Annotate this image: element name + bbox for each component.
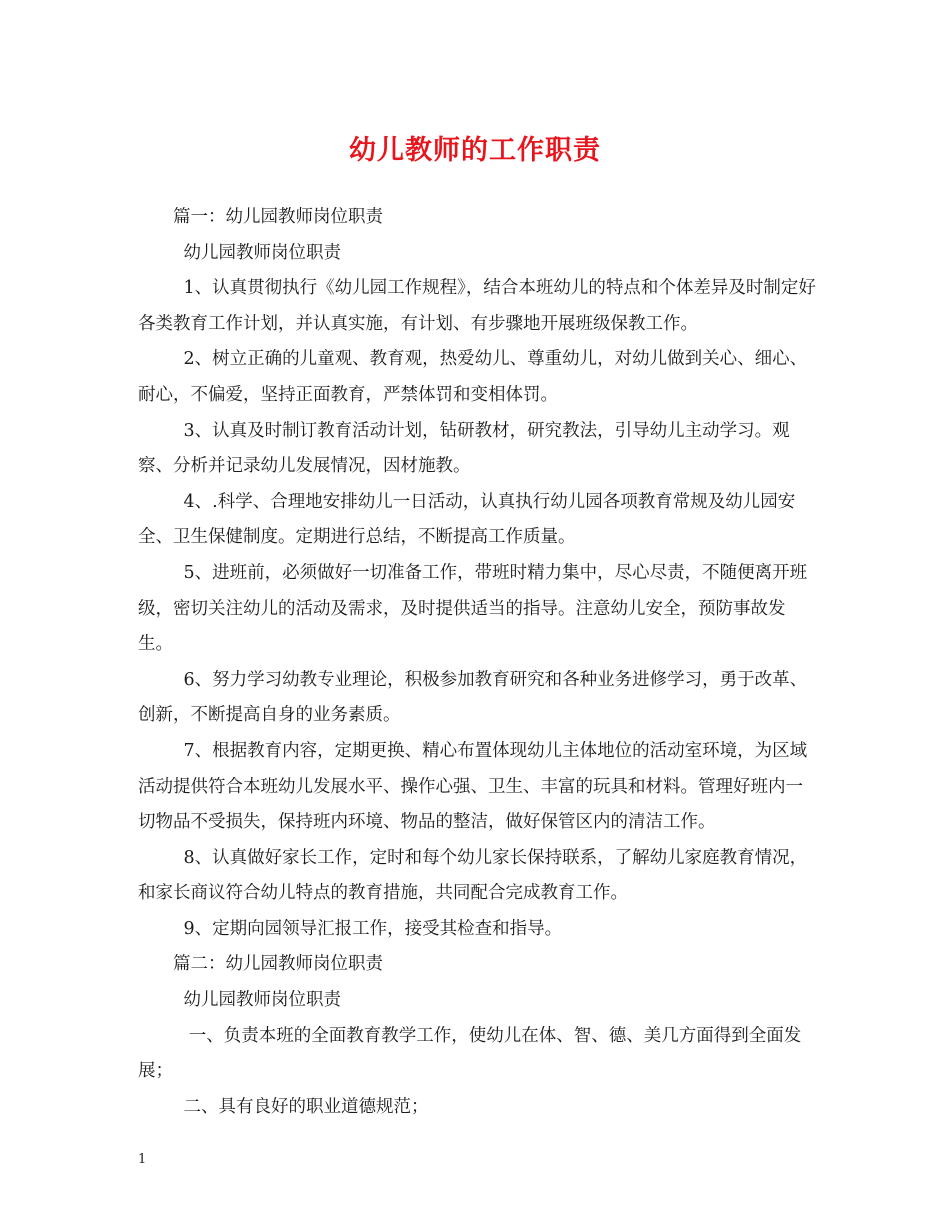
paragraph: 8、认真做好家长工作，定时和每个幼儿家长保持联系，了解幼儿家庭教育情况，和家长商议符合幼儿特点的教育措施，共同配合完成教育工作。 [138, 847, 808, 904]
paragraph: 幼儿园教师岗位职责 [183, 242, 341, 263]
page-number: 1 [138, 1152, 147, 1167]
document-title: 幼儿教师的工作职责 [349, 135, 601, 166]
paragraph: 2、树立正确的儿童观、教育观，热爱幼儿、尊重幼儿，对幼儿做到关心、细心、耐心，不偏爱，坚持正面教育，严禁体罚和变相体罚。 [138, 349, 808, 405]
paragraph: 7、根据教育内容，定期更换、精心布置体现幼儿主体地位的活动室环境，为区域活动提供符合本班幼儿发展水平、操作心强、卫生、丰富的玩具和材料。管理好班内一切物品不受损失，保持班内环境、物品的整洁，做好保管区内的清洁工作。 [138, 740, 808, 833]
paragraph: 9、定期向园领导汇报工作，接受其检查和指导。 [183, 918, 563, 939]
paragraph: 3、认真及时制订教育活动计划，钻研教材，研究教法，引导幼儿主动学习。观察、分析并记录幼儿发展情况，因材施教。 [138, 420, 790, 477]
paragraph: 1、认真贯彻执行《幼儿园工作规程》，结合本班幼儿的特点和个体差异及时制定好各类教育工作计划，并认真实施，有计划、有步骤地开展班级保教工作。 [138, 278, 816, 334]
paragraph: 二、具有良好的职业道德规范； [183, 1096, 429, 1117]
paragraph: 5、进班前，必须做好一切准备工作，带班时精力集中，尽心尽责，不随便离开班级，密切关注幼儿的活动及需求，及时提供适当的指导。注意幼儿安全，预防事故发生。 [138, 562, 808, 655]
paragraph: 幼儿园教师岗位职责 [183, 990, 341, 1011]
document-body [138, 200, 818, 1125]
paragraph: 一、负责本班的全面教育教学工作，使幼儿在体、智、德、美几方面得到全面发展； [138, 1025, 802, 1082]
paragraph: 6、努力学习幼教专业理论，积极参加教育研究和各种业务进修学习，勇于改革、创新，不断提高自身的业务素质。 [138, 669, 808, 726]
paragraph: 篇二：幼儿园教师岗位职责 [173, 954, 383, 975]
paragraph: 篇一：幼儿园教师岗位职责 [173, 207, 383, 227]
paragraph: 4、.科学、合理地安排幼儿一日活动，认真执行幼儿园各项教育常规及幼儿园安全、卫生保健制度。定期进行总结，不断提高工作质量。 [138, 491, 796, 548]
